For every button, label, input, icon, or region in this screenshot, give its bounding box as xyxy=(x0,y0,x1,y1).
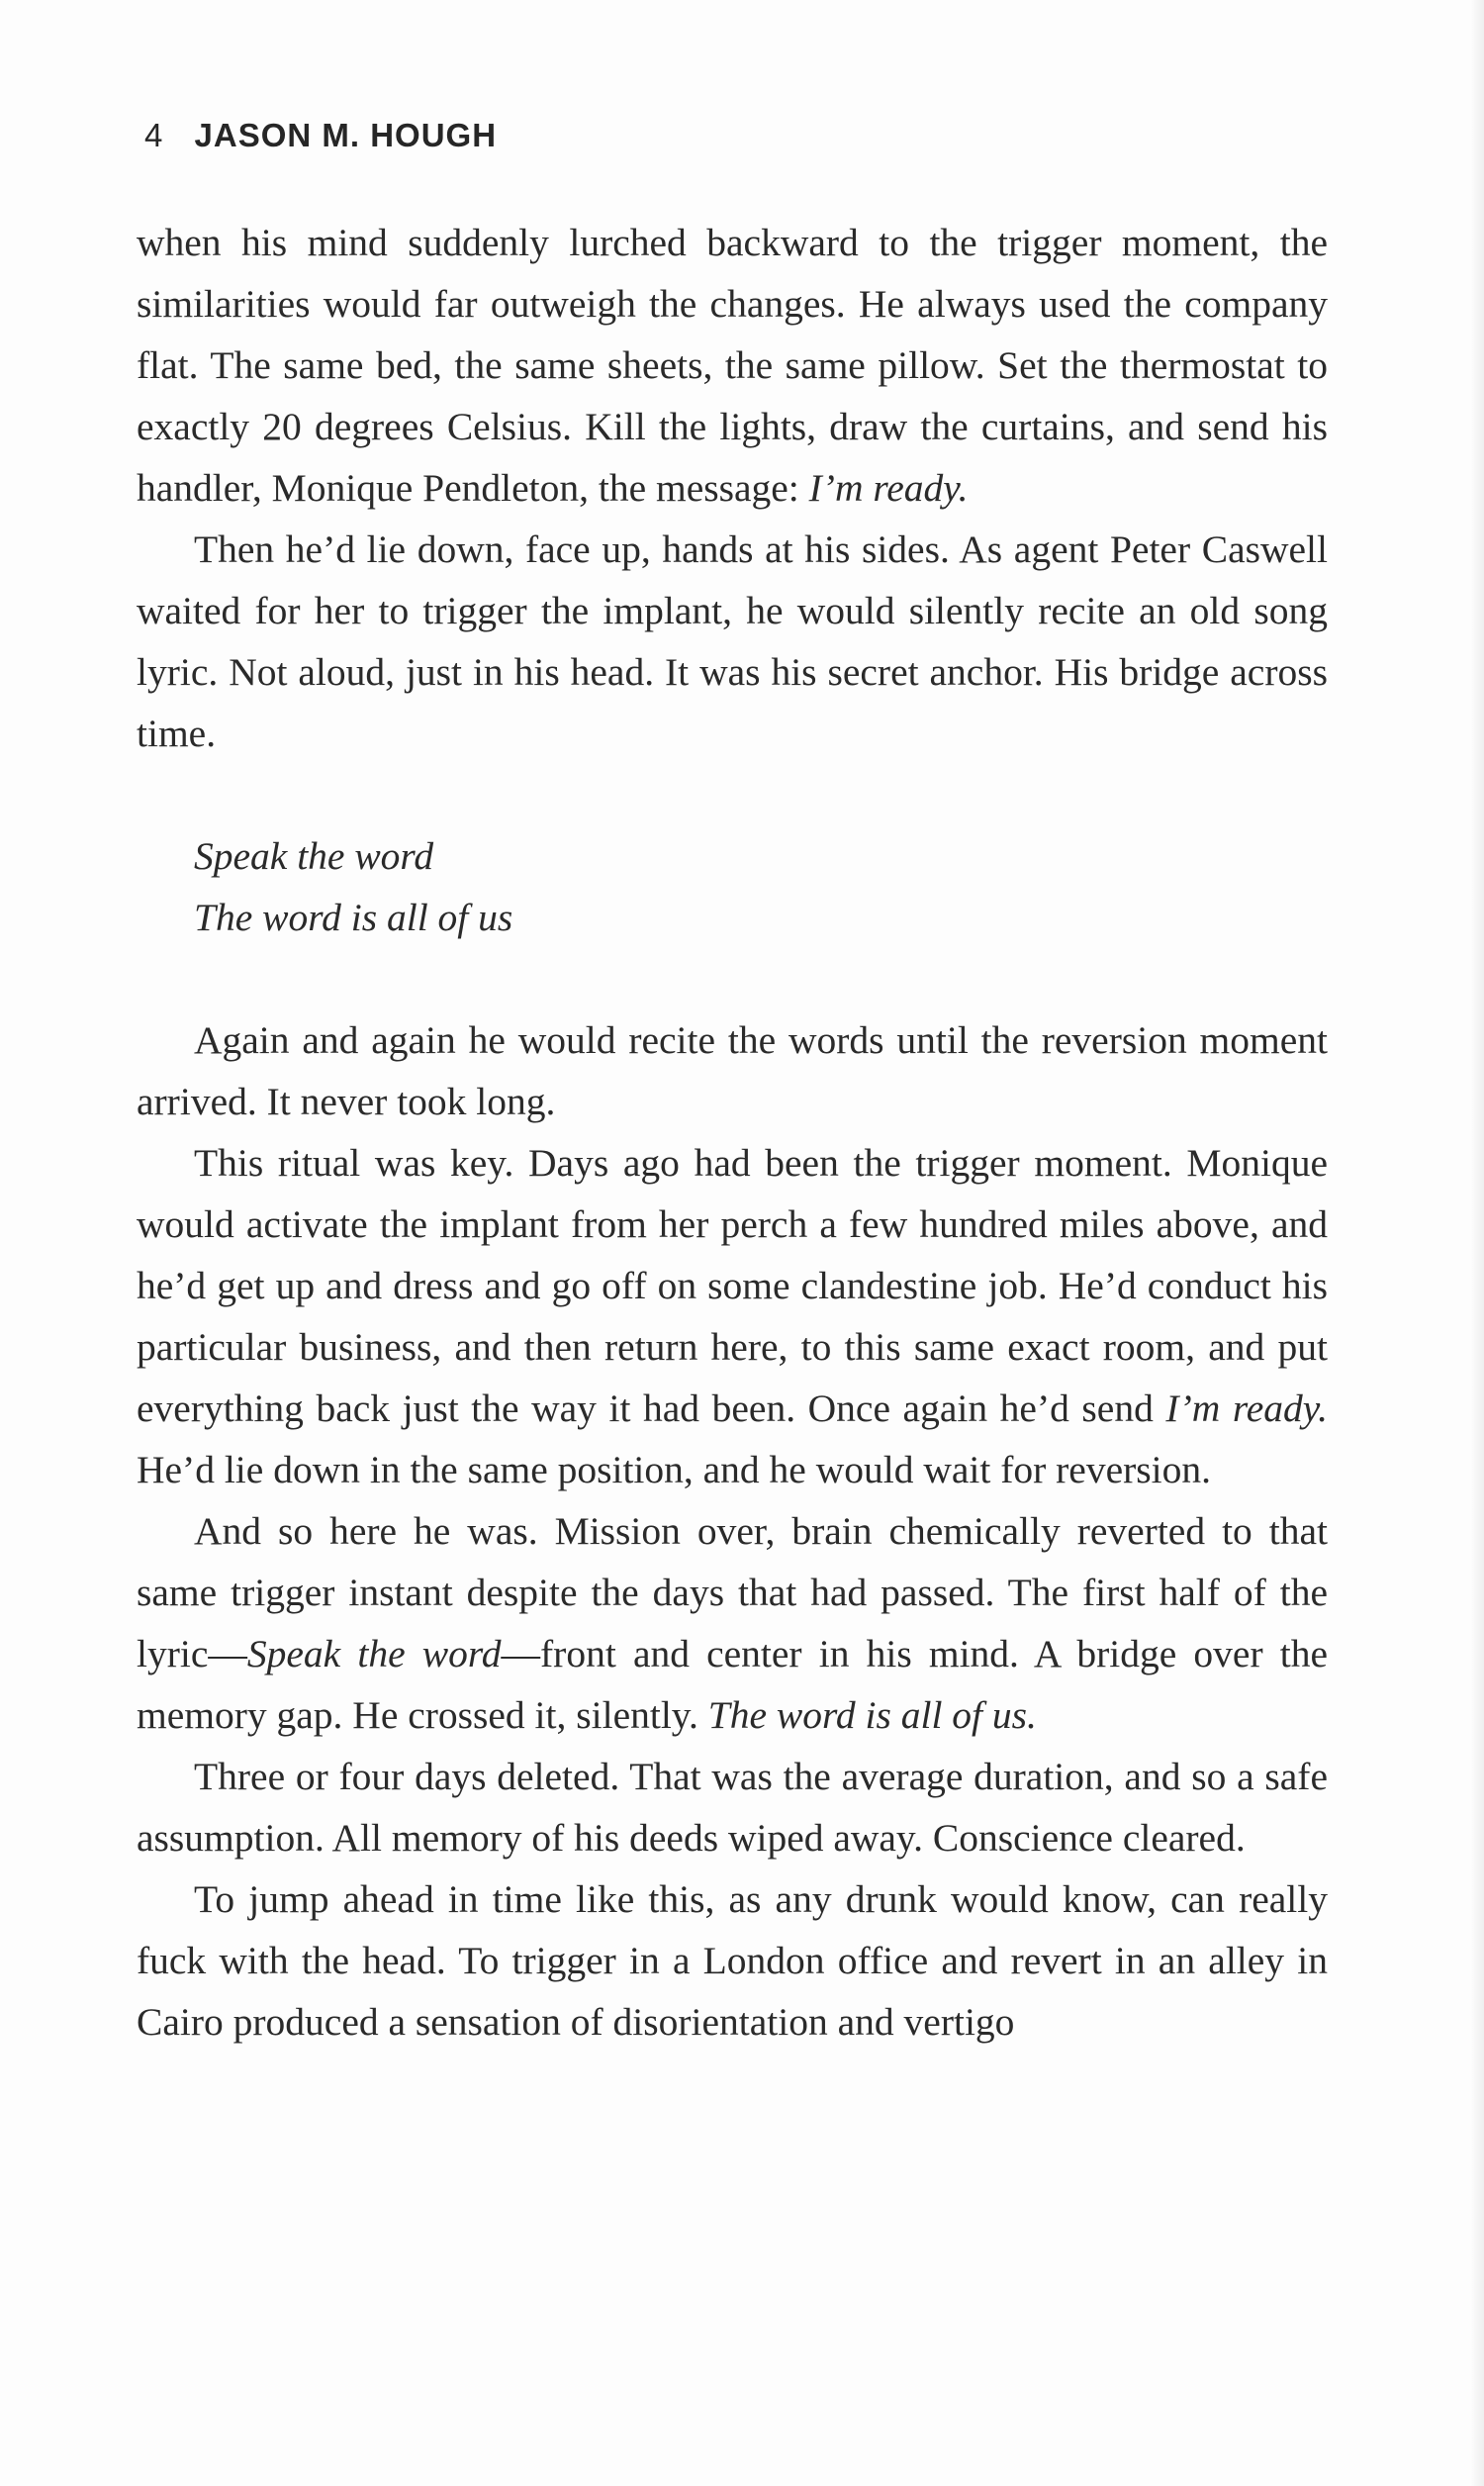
paragraph-3: Again and again he would recite the words until the reversion moment arrived. It never took long. xyxy=(137,1018,1328,1123)
paragraph-5-text-b: —front and center in his mind. A bridge over the memory gap. He crossed it, silently. xyxy=(137,1632,1329,1737)
lyric-line-2: The word is all of us xyxy=(194,896,513,939)
paragraph-5-text-a: And so here he was. Mission over, brain chemically reverted to that same trigger instant despite the days that had passed. The first half of the lyric— xyxy=(137,1509,1328,1675)
author-name: JASON M. HOUGH xyxy=(194,117,498,153)
paragraph-4-text-b: He’d lie down in the same position, and he would wait for reversion. xyxy=(137,1448,1211,1491)
page-number: 4 xyxy=(144,117,163,153)
paragraph-1-text: when his mind suddenly lurched backward to the trigger moment, the similarities would far outweigh the changes. He always used the company flat. The same bed, the same sheets, the same pillow. Set the thermostat to exactly 20 degrees Celsius. Kill the lights, draw the curtains, and send his handler, Monique Pendleton, the message: xyxy=(137,221,1328,510)
running-header xyxy=(144,117,497,154)
paragraph-7: To jump ahead in time like this, as any drunk would know, can really fuck with the head. To trigger in a London office and revert in an alley in Cairo produced a sensation of disorientation and vertigo xyxy=(137,1877,1328,2044)
paragraph-4-text-a: This ritual was key. Days ago had been the trigger moment. Monique would activate the implant from her perch a few hundred miles above, and he’d get up and dress and go off on some clandestine job. He’d conduct his particular business, and then return here, to this same exact room, and put everything back just the way it had been. Once again he’d send xyxy=(137,1141,1328,1430)
paragraph-5-italic-1: Speak the word xyxy=(246,1632,502,1675)
paragraph-1-italic: I’m ready. xyxy=(808,466,969,510)
page-edge-shadow xyxy=(1470,0,1484,2486)
paragraph-5-italic-2: The word is all of us. xyxy=(707,1693,1037,1737)
paragraph-2: Then he’d lie down, face up, hands at his sides. As agent Peter Caswell waited for her to trigger the implant, he would silently recite an old song lyric. Not aloud, just in his head. It was his secret anchor. His bridge across time. xyxy=(137,527,1328,755)
paragraph-4 xyxy=(137,1132,1328,1500)
lyric-line-1: Speak the word xyxy=(194,834,434,878)
song-lyric xyxy=(194,825,1328,948)
body-text xyxy=(137,212,1328,2053)
paragraph-6: Three or four days deleted. That was the average duration, and so a safe assumption. All memory of his deeds wiped away. Conscience cleared. xyxy=(137,1755,1328,1860)
paragraph-1 xyxy=(137,212,1328,519)
paragraph-4-italic: I’m ready. xyxy=(1165,1386,1328,1430)
paragraph-5 xyxy=(137,1500,1328,1746)
